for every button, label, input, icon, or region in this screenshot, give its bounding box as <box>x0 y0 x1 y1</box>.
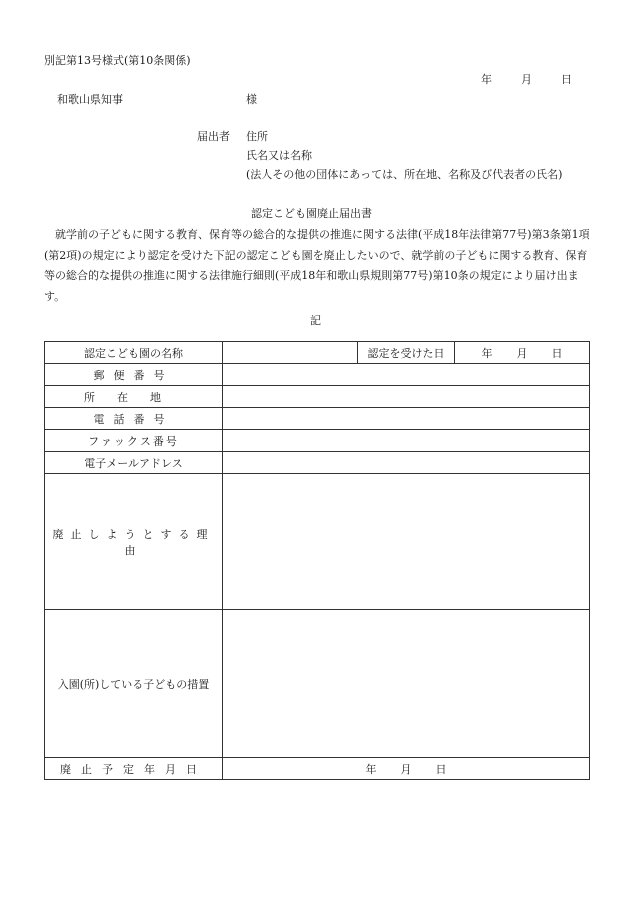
planned-date-value[interactable] <box>223 758 590 780</box>
date-day: 日 <box>561 73 572 86</box>
notifier-note: (法人その他の団体にあっては、所在地、名称及び代表者の氏名) <box>246 168 563 181</box>
honorific: 様 <box>246 93 257 106</box>
facility-name-value[interactable] <box>223 342 358 364</box>
table-row <box>45 452 590 474</box>
location-value[interactable] <box>223 386 590 408</box>
date-year: 年 <box>481 73 492 86</box>
reason-value[interactable] <box>223 474 590 610</box>
table-row <box>45 342 590 364</box>
notifier-label: 届出者 <box>197 130 230 143</box>
facility-name-label: 認定こども園の名称 <box>45 342 223 364</box>
reason-label: 廃止しようとする理由 <box>45 474 223 610</box>
measures-value[interactable] <box>223 610 590 758</box>
addressee: 和歌山県知事 <box>57 93 123 106</box>
name-label: 氏名又は名称 <box>246 149 312 162</box>
planned-month: 月 <box>400 762 412 776</box>
planned-day: 日 <box>435 762 447 776</box>
form-number: 別記第13号様式(第10条関係) <box>44 54 191 67</box>
table-row <box>45 364 590 386</box>
table-row <box>45 408 590 430</box>
table-row <box>45 386 590 408</box>
postal-code-label: 郵便番号 <box>45 364 223 386</box>
postal-code-value[interactable] <box>223 364 590 386</box>
facility-table <box>44 341 590 780</box>
certified-month: 月 <box>516 346 528 360</box>
table-row <box>45 610 590 758</box>
location-label: 所在地 <box>45 386 223 408</box>
planned-date-label: 廃止予定年月日 <box>45 758 223 780</box>
table-row <box>45 474 590 610</box>
email-value[interactable] <box>223 452 590 474</box>
certified-day: 日 <box>551 346 563 360</box>
phone-value[interactable] <box>223 408 590 430</box>
document-title: 認定こども園廃止届出書 <box>251 207 372 220</box>
certified-date-label: 認定を受けた日 <box>358 342 455 364</box>
address-label: 住所 <box>246 130 268 143</box>
table-row <box>45 758 590 780</box>
body-paragraph: 就学前の子どもに関する教育、保育等の総合的な提供の推進に関する法律(平成18年法律第77号)第3条第1項(第2項)の規定により認定を受けた下記の認定こども園を廃止したいので、就学前の子どもに関する教育、保育等の総合的な提供の推進に関する法律施行細則(平成18年和歌山県規則第77号)第10条の規定により届け出ます。 <box>44 228 590 303</box>
date-line <box>481 71 572 87</box>
planned-year: 年 <box>365 762 377 776</box>
email-label: 電子メールアドレス <box>45 452 223 474</box>
certified-date-value[interactable] <box>455 342 590 364</box>
ki-marker: 記 <box>310 314 321 327</box>
measures-label: 入園(所)している子どもの措置 <box>45 610 223 758</box>
certified-year: 年 <box>481 346 493 360</box>
phone-label: 電話番号 <box>45 408 223 430</box>
fax-label: ファックス番号 <box>45 430 223 452</box>
date-month: 月 <box>521 73 532 86</box>
fax-value[interactable] <box>223 430 590 452</box>
table-row <box>45 430 590 452</box>
